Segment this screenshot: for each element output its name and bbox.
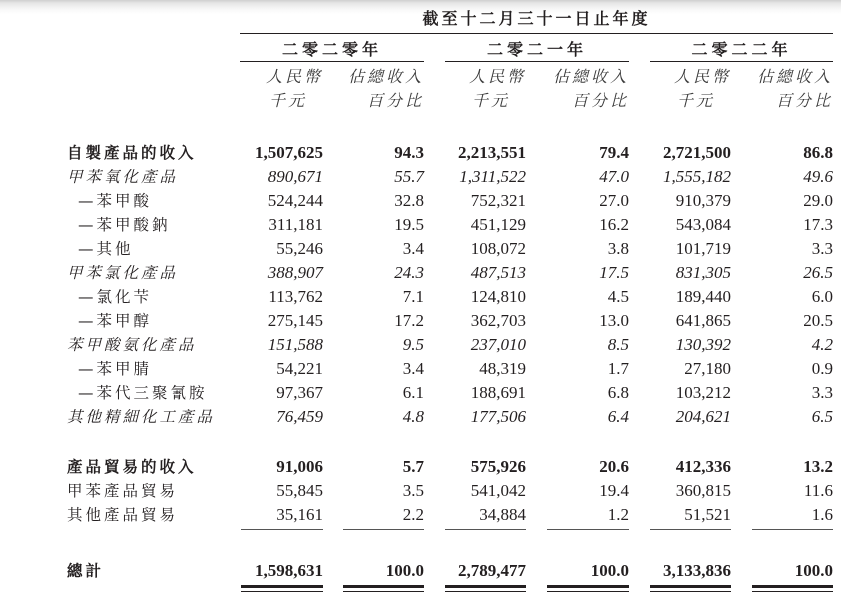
period-rule (240, 33, 833, 34)
row-label: —苯代三聚氰胺 (78, 384, 208, 402)
cell-2021-amount: 487,513 (470, 263, 526, 282)
cell-2021-amount: 752,321 (470, 191, 526, 210)
cell-2021-pct: 17.5 (599, 263, 629, 282)
subtotal-rule-c0 (241, 529, 323, 530)
cell-2020-amount: 151,588 (267, 335, 323, 354)
subhead-pct-2020 (348, 65, 424, 113)
cell-2022-pct: 3.3 (811, 239, 833, 258)
cell-2021-pct: 6.4 (607, 407, 629, 426)
cell-2020-pct: 55.7 (394, 167, 424, 186)
cell-2020-pct: 3.4 (402, 359, 424, 378)
cell-2021-pct: 8.5 (607, 335, 629, 354)
subhead-pct-line2: 百分比 (775, 91, 833, 110)
cell-2022-amount: 2,721,500 (663, 143, 731, 162)
cell-2021-amount: 1,311,522 (459, 167, 526, 186)
year-2021: 二零二一年 (486, 40, 587, 59)
cell-2022-amount: 189,440 (675, 287, 731, 306)
table-row-toluene-chlorination (0, 261, 841, 285)
cell-2020-pct: 2.2 (402, 505, 424, 524)
subtotal-rule-c2 (445, 529, 526, 530)
cell-2020-amount: 91,006 (276, 457, 323, 476)
cell-2021-pct: 4.5 (607, 287, 629, 306)
row-label: 甲苯產品貿易 (67, 482, 179, 500)
total-double-rule-c3-thin (547, 591, 629, 592)
subtotal-rule-c4 (650, 529, 731, 530)
cell-2021-pct: 19.4 (599, 481, 629, 500)
cell-2022-amount: 910,379 (675, 191, 731, 210)
cell-2020-pct: 5.7 (402, 457, 424, 476)
year-2022: 二零二二年 (691, 40, 792, 59)
cell-2021-amount: 575,926 (470, 457, 526, 476)
table-row-oxidation-others (0, 237, 841, 261)
cell-2020-pct: 3.4 (402, 239, 424, 258)
cell-2020-amount: 275,145 (267, 311, 323, 330)
table-row-benzonitrile (0, 357, 841, 381)
row-label: 甲苯氧化產品 (67, 168, 179, 186)
cell-2021-amount: 451,129 (470, 215, 526, 234)
year-rule-2022 (650, 61, 833, 62)
cell-2020-pct: 4.8 (402, 407, 424, 426)
subhead-amount-2022 (674, 65, 731, 113)
cell-2021-amount: 124,810 (470, 287, 526, 306)
cell-2022-amount: 204,621 (675, 407, 731, 426)
row-label: 苯甲酸氨化產品 (67, 336, 197, 354)
total-double-rule-c4-thin (650, 591, 731, 592)
total-double-rule-c2 (445, 585, 526, 588)
cell-2021-pct: 13.0 (599, 311, 629, 330)
cell-2021-pct: 3.8 (607, 239, 629, 258)
cell-2022-pct: 4.2 (811, 335, 833, 354)
cell-2021-pct: 100.0 (590, 561, 629, 580)
cell-2022-amount: 543,084 (675, 215, 731, 234)
cell-2022-pct: 0.9 (811, 359, 833, 378)
total-double-rule-c5-thin (752, 591, 833, 592)
cell-2020-amount: 54,221 (276, 359, 323, 378)
cell-2021-amount: 362,703 (470, 311, 526, 330)
table-row-trading-revenue (0, 455, 841, 479)
total-double-rule-c0-thin (241, 591, 323, 592)
cell-2020-pct: 24.3 (394, 263, 424, 282)
cell-2020-amount: 1,598,631 (255, 561, 323, 580)
table-row-total (0, 559, 841, 583)
row-label: 總計 (67, 562, 105, 580)
cell-2021-pct: 20.6 (599, 457, 629, 476)
cell-2020-pct: 9.5 (402, 335, 424, 354)
subhead-pct-2021 (553, 65, 629, 113)
cell-2021-pct: 27.0 (599, 191, 629, 210)
table-row-toluene-trading (0, 479, 841, 503)
subhead-pct-line1: 佔總收入 (756, 67, 833, 86)
cell-2021-amount: 188,691 (470, 383, 526, 402)
cell-2020-pct: 94.3 (394, 143, 424, 162)
cell-2022-pct: 6.5 (811, 407, 833, 426)
cell-2020-amount: 76,459 (276, 407, 323, 426)
cell-2020-pct: 3.5 (402, 481, 424, 500)
row-label: 其他產品貿易 (67, 506, 179, 524)
cell-2022-amount: 101,719 (675, 239, 731, 258)
subhead-amount-line1: 人民幣 (673, 67, 731, 86)
row-label: 其他精細化工產品 (67, 408, 216, 426)
cell-2021-amount: 177,506 (470, 407, 526, 426)
row-label: 自製產品的收入 (67, 144, 197, 162)
cell-2022-pct: 49.6 (803, 167, 833, 186)
cell-2021-amount: 2,213,551 (458, 143, 526, 162)
cell-2022-pct: 100.0 (794, 561, 833, 580)
year-rule-2021 (445, 61, 629, 62)
subhead-pct-line1: 佔總收入 (347, 67, 424, 86)
subhead-pct-line1: 佔總收入 (552, 67, 629, 86)
cell-2022-amount: 360,815 (675, 481, 731, 500)
cell-2020-amount: 113,762 (268, 287, 323, 306)
table-row-other-fine-chemicals (0, 405, 841, 429)
cell-2022-amount: 27,180 (684, 359, 731, 378)
table-row-benzoic-ammoniation (0, 333, 841, 357)
cell-2022-amount: 103,212 (675, 383, 731, 402)
cell-2020-pct: 19.5 (394, 215, 424, 234)
cell-2020-amount: 35,161 (276, 505, 323, 524)
cell-2020-amount: 311,181 (268, 215, 323, 234)
cell-2021-amount: 237,010 (470, 335, 526, 354)
subhead-amount-2020 (266, 65, 323, 113)
subhead-amount-line2: 千元 (471, 91, 510, 110)
row-label: 甲苯氯化產品 (67, 264, 179, 282)
cell-2022-pct: 3.3 (811, 383, 833, 402)
cell-2022-amount: 130,392 (675, 335, 731, 354)
cell-2022-amount: 51,521 (684, 505, 731, 524)
year-2020: 二零二零年 (281, 40, 382, 59)
cell-2022-pct: 29.0 (803, 191, 833, 210)
row-label: —苯甲酸鈉 (78, 216, 171, 234)
subhead-amount-line2: 千元 (268, 91, 307, 110)
cell-2020-amount: 55,845 (276, 481, 323, 500)
cell-2020-amount: 97,367 (276, 383, 323, 402)
subhead-amount-line2: 千元 (676, 91, 715, 110)
cell-2022-pct: 11.6 (803, 481, 833, 500)
total-double-rule-c0 (241, 585, 323, 588)
period-title: 截至十二月三十一日止年度 (422, 9, 651, 28)
subhead-amount-2021 (469, 65, 526, 113)
cell-2021-amount: 48,319 (479, 359, 526, 378)
cell-2021-pct: 1.2 (607, 505, 629, 524)
cell-2022-pct: 17.3 (803, 215, 833, 234)
row-label: —氯化芐 (78, 288, 153, 306)
row-label: —苯甲腈 (78, 360, 153, 378)
cell-2022-pct: 6.0 (811, 287, 833, 306)
cell-2021-pct: 6.8 (607, 383, 629, 402)
cell-2020-amount: 890,671 (267, 167, 323, 186)
cell-2022-amount: 1,555,182 (663, 167, 731, 186)
table-row-benzyl-chloride (0, 285, 841, 309)
table-row-toluene-oxidation (0, 165, 841, 189)
subhead-amount-line1: 人民幣 (468, 67, 526, 86)
subtotal-rule-c5 (752, 529, 833, 530)
cell-2021-amount: 2,789,477 (458, 561, 526, 580)
cell-2021-pct: 79.4 (599, 143, 629, 162)
cell-2022-pct: 13.2 (803, 457, 833, 476)
cell-2020-amount: 524,244 (267, 191, 323, 210)
cell-2021-pct: 1.7 (607, 359, 629, 378)
cell-2021-amount: 541,042 (470, 481, 526, 500)
cell-2022-amount: 412,336 (675, 457, 731, 476)
cell-2022-pct: 1.6 (811, 505, 833, 524)
cell-2021-pct: 16.2 (599, 215, 629, 234)
cell-2020-amount: 55,246 (276, 239, 323, 258)
table-row-benzoguanamine (0, 381, 841, 405)
total-double-rule-c2-thin (445, 591, 526, 592)
row-label: 產品貿易的收入 (67, 458, 197, 476)
cell-2020-pct: 17.2 (394, 311, 424, 330)
total-double-rule-c1-thin (343, 591, 424, 592)
total-double-rule-c3 (547, 585, 629, 588)
subhead-pct-2022 (757, 65, 833, 113)
cell-2020-amount: 388,907 (267, 263, 323, 282)
subhead-pct-line2: 百分比 (366, 91, 424, 110)
cell-2020-pct: 32.8 (394, 191, 424, 210)
row-label: —其他 (78, 240, 134, 258)
total-double-rule-c4 (650, 585, 731, 588)
subtotal-rule-c1 (343, 529, 424, 530)
table-row-self-made-revenue (0, 141, 841, 165)
table-row-benzyl-alcohol (0, 309, 841, 333)
total-double-rule-c5 (752, 585, 833, 588)
table-row-benzoic-acid (0, 189, 841, 213)
cell-2020-pct: 7.1 (402, 287, 424, 306)
cell-2022-amount: 641,865 (675, 311, 731, 330)
table-row-other-trading (0, 503, 841, 527)
cell-2020-pct: 100.0 (385, 561, 424, 580)
cell-2022-amount: 831,305 (675, 263, 731, 282)
cell-2020-pct: 6.1 (402, 383, 424, 402)
cell-2020-amount: 1,507,625 (255, 143, 323, 162)
cell-2021-amount: 34,884 (479, 505, 526, 524)
cell-2021-pct: 47.0 (599, 167, 629, 186)
cell-2022-pct: 86.8 (803, 143, 833, 162)
cell-2022-pct: 26.5 (803, 263, 833, 282)
year-rule-2020 (240, 61, 424, 62)
cell-2022-pct: 20.5 (803, 311, 833, 330)
subtotal-rule-c3 (547, 529, 629, 530)
total-double-rule-c1 (343, 585, 424, 588)
row-label: —苯甲醇 (78, 312, 153, 330)
subhead-amount-line1: 人民幣 (265, 67, 323, 86)
row-label: —苯甲酸 (78, 192, 153, 210)
cell-2021-amount: 108,072 (470, 239, 526, 258)
table-row-sodium-benzoate (0, 213, 841, 237)
subhead-pct-line2: 百分比 (571, 91, 629, 110)
cell-2022-amount: 3,133,836 (663, 561, 731, 580)
